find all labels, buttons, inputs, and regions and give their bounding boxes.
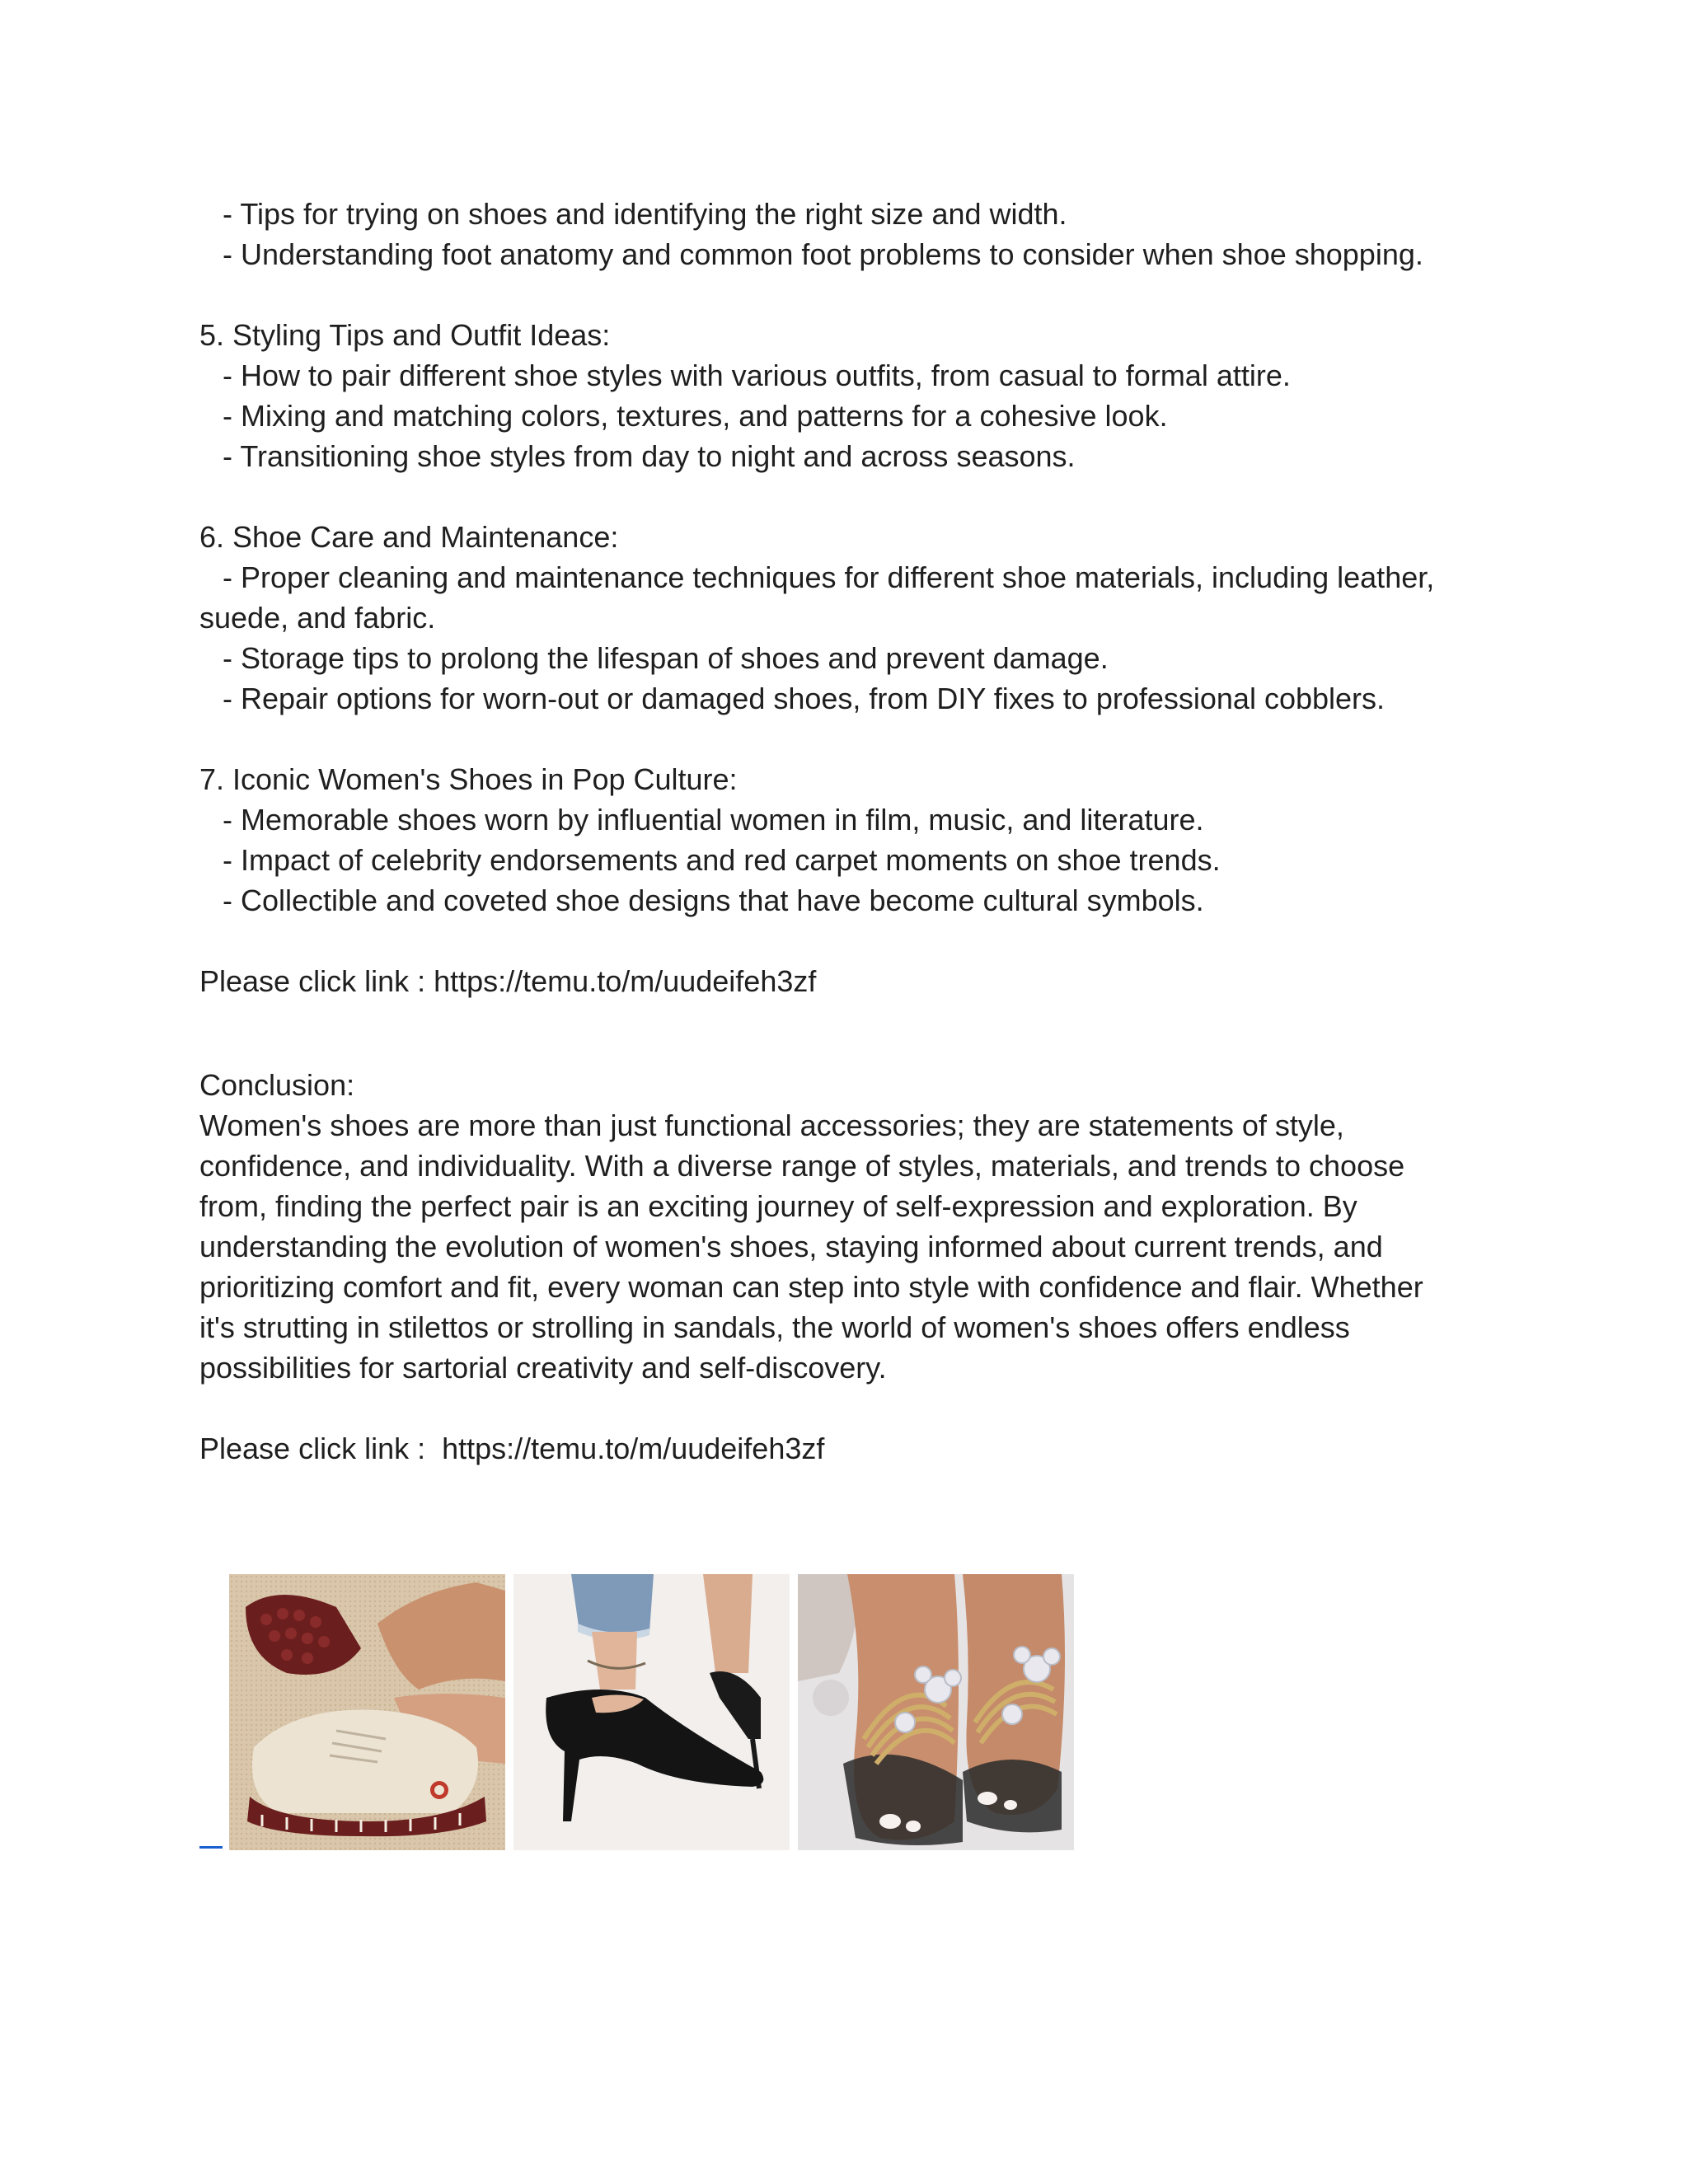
black-pump-heel-photo[interactable] [513,1574,790,1850]
section-heading: 7. Iconic Women's Shoes in Pop Culture: [199,762,738,796]
bullet-item-continuation: suede, and fabric. [199,601,436,635]
bullet-item: - Storage tips to prolong the lifespan of shoes and prevent damage. [223,641,1109,675]
conclusion-line: Women's shoes are more than just functional accessories; they are statements of style, [199,1108,1344,1142]
conclusion-line: possibilities for sartorial creativity and self-discovery. [199,1351,887,1385]
section-heading: 6. Shoe Care and Maintenance: [199,520,619,554]
bullet-item: - Collectible and coveted shoe designs that have become cultural symbols. [223,883,1204,917]
conclusion-line: understanding the evolution of women's shoes, staying informed about current trends, and [199,1230,1383,1263]
image-gallery [199,1570,1082,1850]
bullet-item: - Transitioning shoe styles from day to night and across seasons. [223,439,1076,473]
link-paragraph [199,961,1485,1001]
bullet-item: - Repair options for worn-out or damaged shoes, from DIY fixes to professional cobblers. [223,682,1386,715]
temu-link[interactable]: https://temu.to/m/uudeifeh3zf [442,1432,825,1465]
link-paragraph [199,1428,1485,1469]
jeweled-sandal-photo[interactable] [798,1574,1074,1850]
bullet-item: - Impact of celebrity endorsements and red carpet moments on shoe trends. [223,843,1221,877]
bullet-item: - Understanding foot anatomy and common foot problems to consider when shoe shopping. [223,237,1423,271]
conclusion-line: from, finding the perfect pair is an exciting journey of self-expression and exploration. By [199,1189,1357,1223]
bullet-item: - Mixing and matching colors, textures, and patterns for a cohesive look. [223,399,1168,433]
document-body [199,194,1485,1469]
conclusion-line: it's strutting in stilettos or strolling in sandals, the world of women's shoes offers endless [199,1310,1350,1344]
temu-link[interactable]: https://temu.to/m/uudeifeh3zf [434,964,817,998]
bullet-item: - How to pair different shoe styles with various outfits, from casual to formal attire. [223,359,1291,392]
bullet-item: - Tips for trying on shoes and identifying the right size and width. [223,197,1067,231]
conclusion-heading: Conclusion: [199,1068,355,1102]
conclusion-line: prioritizing comfort and fit, every woman can step into style with confidence and flair. Whether [199,1270,1423,1304]
conclusion-line: confidence, and individuality. With a diverse range of styles, materials, and trends to choose [199,1149,1405,1183]
bullet-item: - Proper cleaning and maintenance techniques for different shoe materials, including leather, [223,560,1435,594]
text-cursor-underline [199,1846,223,1849]
bullet-item: - Memorable shoes worn by influential women in film, music, and literature. [223,803,1204,837]
link-label: Please click link : [199,964,434,998]
sneaker-photo[interactable] [229,1574,505,1850]
link-label: Please click link : [199,1432,443,1465]
section-heading: 5. Styling Tips and Outfit Ideas: [199,318,611,352]
